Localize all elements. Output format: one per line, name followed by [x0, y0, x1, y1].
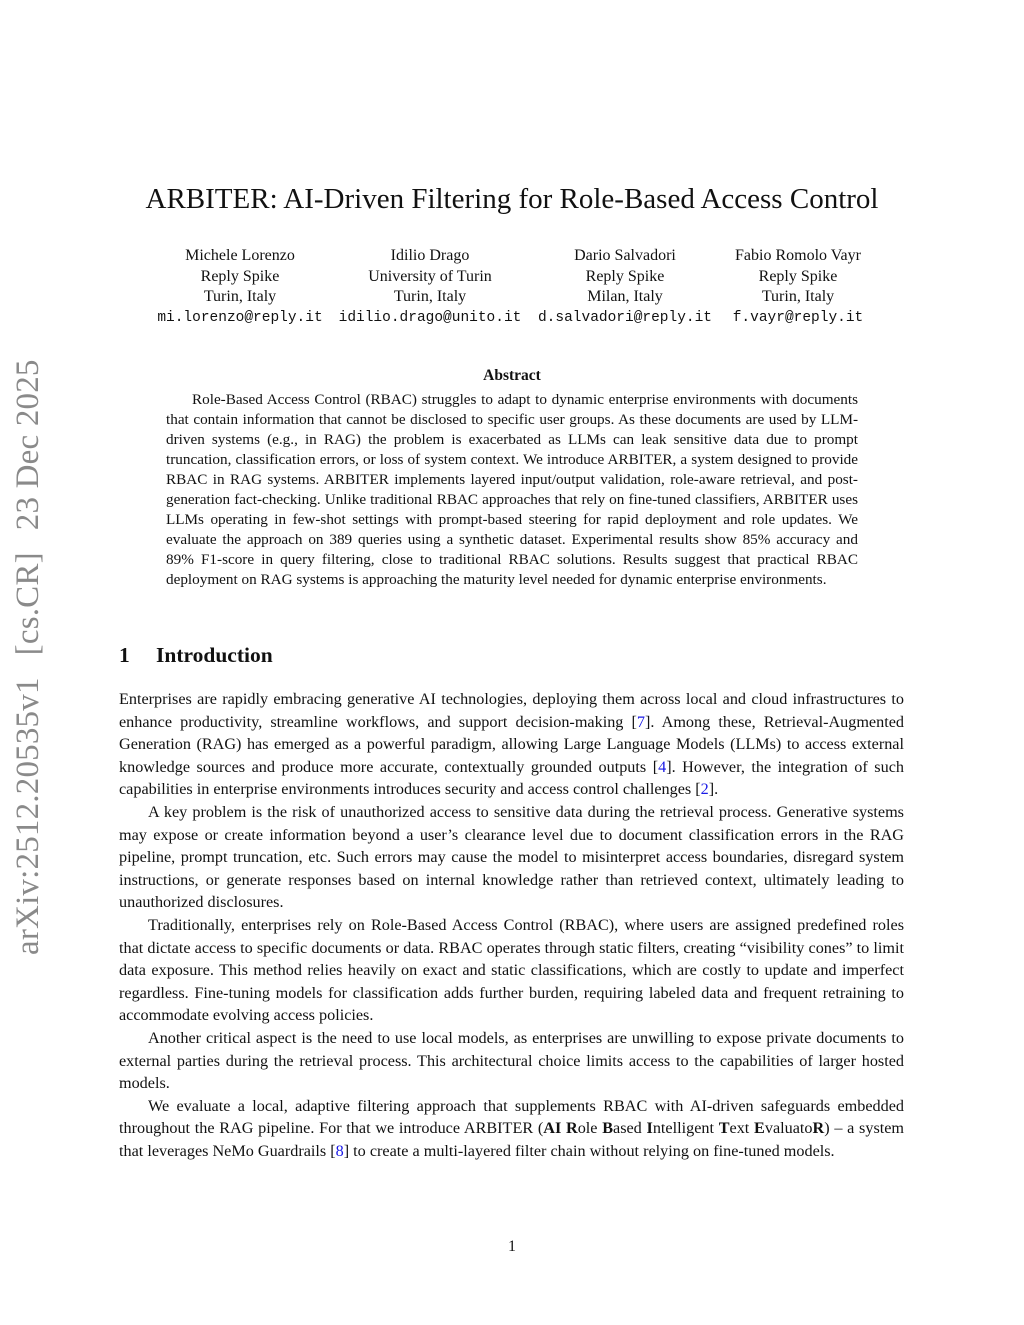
paragraph-text: ased [613, 1119, 647, 1138]
paragraph-text: ]. Among these, Retrieval-Augmented Generation (RAG) has emerged as a powerful paradigm, allowing Large Language Models (LLMs) to access external knowledge sources and produce more accurate, contextually grounded outputs [ [119, 712, 904, 776]
citation-link[interactable]: 4 [658, 757, 667, 776]
author-location: Milan, Italy [587, 288, 663, 305]
acronym-letter: B [602, 1119, 614, 1138]
paragraph-text: ]. However, the integration of such capabilities in enterprise environments introduces security and access control challenges [ [119, 757, 904, 799]
acronym-letter: R [812, 1119, 825, 1138]
author-4 [698, 246, 898, 328]
paragraph-text: ntelligent [652, 1119, 719, 1138]
citation-link[interactable]: 8 [335, 1141, 344, 1160]
acronym-letter: E [754, 1119, 765, 1138]
author-location: Turin, Italy [761, 288, 835, 305]
author-name: Idilio Drago [390, 247, 470, 264]
acronym-letter: I [646, 1119, 653, 1138]
paragraph-text: ) – a system that leverages NeMo Guardrails [ [119, 1119, 905, 1160]
paragraph-text: Enterprises are rapidly embracing generative AI technologies, deploying them across local and cloud infrastructures to enhance productivity, streamline workflows, and support decision-making [ [119, 690, 904, 731]
section-number: 1 [119, 643, 130, 667]
arxiv-id: arXiv:2512.20535v1 [10, 677, 46, 955]
author-email: mi.lorenzo@reply.it [157, 309, 323, 326]
paragraph-text: ]. [708, 780, 719, 799]
author-2 [330, 246, 530, 328]
abstract-text: Role-Based Access Control (RBAC) struggles to adapt to dynamic enterprise environments with documents that contain information that cannot be disclosed to specific user groups. As these documents are used by LLM-driven systems (e.g., in RAG) the problem is exacerbated as LLMs can leak sensitive data due to prompt truncation, classification errors, or loss of system context. We introduce ARBITER, a system designed to provide RBAC in RAG systems. ARBITER implements layered input/output validation, role-aware retrieval, and post-generation fact-checking. Unlike traditional RBAC approaches that rely on fine-tuned classifiers, ARBITER uses LLMs operating in few-shot settings with prompt-based steering for rapid deployment and role updates. We evaluate the approach on 389 queries using a synthetic dataset. Experimental results show 85% accuracy and 89% F1-score in query filtering, close to traditional RBAC solutions. Results suggest that practical RBAC deployment on RAG systems is approaching the maturity level needed for dynamic enterprise environments. [166, 391, 858, 588]
arxiv-identifier-stamp [10, 359, 47, 955]
arxiv-date: 23 Dec 2025 [10, 359, 46, 531]
author-location: Turin, Italy [393, 288, 467, 305]
introduction-body [119, 688, 904, 1162]
author-affiliation: University of Turin [368, 267, 492, 285]
abstract-body [166, 390, 858, 590]
author-name: Fabio Romolo Vayr [735, 247, 861, 264]
author-location: Turin, Italy [203, 288, 277, 305]
author-affiliation: Reply Spike [585, 267, 665, 285]
acronym-letter: T [718, 1119, 730, 1138]
acronym-letter: AI [543, 1119, 562, 1138]
page-number: 1 [508, 1238, 516, 1255]
author-3 [525, 246, 725, 328]
author-affiliation: Reply Spike [200, 267, 280, 285]
citation-link[interactable]: 7 [636, 712, 645, 731]
author-1 [140, 246, 340, 328]
paragraph-5 [119, 1095, 904, 1163]
citation-link[interactable]: 2 [700, 780, 709, 799]
paper-title: ARBITER: AI-Driven Filtering for Role-Based Access Control [145, 183, 879, 215]
paragraph-3: Traditionally, enterprises rely on Role-Based Access Control (RBAC), where users are assigned predefined roles that dictate access to specific documents or data. RBAC operates through static filters, creating “visibility cones” to limit data exposure. This method relies heavily on exact and static classifications, which are costly to update and imperfect regardless. Fine-tuning models for classification adds further burden, requiring labeled data and frequent retraining to accommodate evolving access policies. [119, 915, 904, 1025]
section-title: Introduction [156, 643, 273, 667]
abstract-heading: Abstract [483, 367, 541, 384]
paragraph-2: A key problem is the risk of unauthorized access to sensitive data during the retrieval process. Generative systems may expose or create information beyond a user’s clearance level due to document classification errors in the RAG pipeline, prompt truncation, etc. Such errors may cause the model to misinterpret access boundaries, disregard system instructions, or generate responses based on internal knowledge rather than retrieved context, ultimately leading to unauthorized disclosures. [119, 802, 904, 912]
paragraph-text: ] to create a multi-layered filter chain without relying on fine-tuned models. [343, 1141, 835, 1160]
paragraph-text: ext [729, 1119, 755, 1138]
arxiv-category: [cs.CR] [10, 552, 46, 656]
author-email: idilio.drago@unito.it [338, 309, 522, 326]
author-email: f.vayr@reply.it [732, 309, 864, 326]
acronym-letter: R [565, 1119, 578, 1138]
paragraph-4: Another critical aspect is the need to use local models, as enterprises are unwilling to expose private documents to external parties during the retrieval process. This architectural choice limits access to the capabilities of larger hosted models. [119, 1028, 904, 1093]
paragraph-1 [119, 688, 904, 801]
paragraph-text: valuato [764, 1119, 813, 1138]
paragraph-text: ole [577, 1119, 603, 1138]
paragraph-text: We evaluate a local, adaptive filtering approach that supplements RBAC with AI-driven safeguards embedded throughout the RAG pipeline. For that we introduce ARBITER ( [119, 1096, 904, 1138]
author-name: Dario Salvadori [574, 247, 676, 264]
author-email: d.salvadori@reply.it [537, 309, 713, 326]
author-affiliation: Reply Spike [758, 267, 838, 285]
section-heading [119, 643, 273, 668]
author-name: Michele Lorenzo [185, 247, 295, 264]
